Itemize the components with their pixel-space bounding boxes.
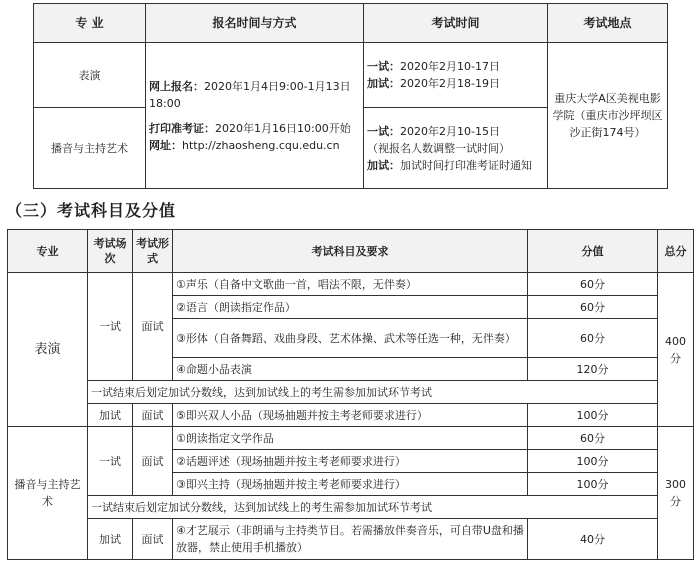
table-row — [8, 381, 694, 404]
score-cell: 60分 — [528, 273, 658, 296]
reg-online — [149, 78, 360, 112]
subject-cell: ④才艺展示（非朗诵与主持类节目。若需播放伴奏音乐，可自带U盘和播放器，禁止使用手机播放） — [173, 519, 528, 560]
reg-online-label: 网上报名： — [149, 79, 204, 93]
table-row — [8, 519, 694, 560]
col-header-round: 考试场次 — [88, 230, 133, 273]
major-cell: 播音与主持艺术 — [8, 427, 88, 560]
major-cell: 表演 — [8, 273, 88, 427]
time-value: 2020年2月18-19日 — [400, 77, 500, 90]
note-cell: 一试结束后划定加试分数线，达到加试线上的考生需参加加试环节考试 — [88, 381, 658, 404]
subject-cell: ④命题小品表演 — [173, 358, 528, 381]
col-header-score: 分值 — [528, 230, 658, 273]
reg-print-value: 2020年1月16日10:00开始 — [215, 121, 351, 135]
score-cell: 100分 — [528, 473, 658, 496]
table-row — [8, 404, 694, 427]
exam-subjects-table — [7, 229, 694, 560]
time-value: 2020年2月10-17日 — [400, 60, 500, 73]
col-header-subject: 考试科目及要求 — [173, 230, 528, 273]
registration-cell — [146, 43, 364, 189]
col-header-registration: 报名时间与方式 — [146, 4, 364, 43]
form-cell: 面试 — [133, 519, 173, 560]
subject-cell: ②语言（朗读指定作品） — [173, 296, 528, 319]
subject-cell: ①声乐（自备中文歌曲一首，唱法不限，无伴奏） — [173, 273, 528, 296]
time-note: （视报名人数调整一试时间） — [367, 141, 510, 155]
total-cell: 300分 — [658, 427, 694, 560]
form-cell: 面试 — [133, 427, 173, 496]
table-header-row — [8, 230, 694, 273]
col-header-exam-time: 考试时间 — [364, 4, 548, 43]
col-header-exam-location: 考试地点 — [548, 4, 668, 43]
subject-cell: ①朗读指定文学作品 — [173, 427, 528, 450]
table-header-row — [34, 4, 668, 43]
reg-print — [149, 120, 360, 137]
major-cell: 表演 — [34, 43, 146, 108]
round-cell: 加试 — [88, 519, 133, 560]
col-header-major: 专 业 — [34, 4, 146, 43]
col-header-total: 总分 — [658, 230, 694, 273]
time-line — [367, 58, 544, 75]
col-header-major: 专业 — [8, 230, 88, 273]
time-value: 2020年2月10-15日 — [400, 124, 500, 138]
table-row — [8, 496, 694, 519]
table-row — [8, 273, 694, 296]
time-line — [367, 75, 544, 92]
score-cell: 60分 — [528, 296, 658, 319]
score-cell: 60分 — [528, 427, 658, 450]
reg-url-label: 网址： — [149, 138, 182, 152]
score-cell: 100分 — [528, 450, 658, 473]
round-cell: 一试 — [88, 427, 133, 496]
table-row — [8, 427, 694, 450]
subject-cell: ②话题评述（现场抽题并按主考老师要求进行） — [173, 450, 528, 473]
reg-online-value: 2020年1月4日9:00-1月13日18:00 — [149, 79, 351, 110]
time-line — [367, 157, 544, 174]
subject-cell: ③形体（自备舞蹈、戏曲身段、艺术体操、武术等任选一种，无伴奏） — [173, 319, 528, 358]
score-cell: 40分 — [528, 519, 658, 560]
reg-print-label: 打印准考证： — [149, 121, 215, 135]
round-cell: 一试 — [88, 273, 133, 381]
time-label: 加试： — [367, 77, 400, 90]
score-cell: 100分 — [528, 404, 658, 427]
reg-url — [149, 137, 360, 154]
major-cell: 播音与主持艺术 — [34, 108, 146, 189]
registration-table — [33, 3, 668, 189]
time-label: 一试： — [367, 60, 400, 73]
round-cell: 加试 — [88, 404, 133, 427]
time-label: 加试： — [367, 158, 400, 172]
time-label: 一试： — [367, 124, 400, 138]
exam-time-cell — [364, 43, 548, 108]
table-row — [34, 43, 668, 108]
total-cell: 400分 — [658, 273, 694, 427]
note-cell: 一试结束后划定加试分数线，达到加试线上的考生需参加加试环节考试 — [88, 496, 658, 519]
form-cell: 面试 — [133, 404, 173, 427]
col-header-form: 考试形式 — [133, 230, 173, 273]
section-heading: （三）考试科目及分值 — [6, 201, 177, 220]
reg-url-link[interactable]: http://zhaosheng.cqu.edu.cn — [182, 138, 340, 152]
subject-cell: ③即兴主持（现场抽题并按主考老师要求进行） — [173, 473, 528, 496]
time-value: 加试时间打印准考证时通知 — [400, 158, 532, 172]
form-cell: 面试 — [133, 273, 173, 381]
score-cell: 60分 — [528, 319, 658, 358]
exam-time-cell — [364, 108, 548, 189]
score-cell: 120分 — [528, 358, 658, 381]
subject-cell: ⑤即兴双人小品（现场抽题并按主考老师要求进行） — [173, 404, 528, 427]
time-line — [367, 123, 544, 140]
location-cell: 重庆大学A区美视电影学院（重庆市沙坪坝区沙正街174号） — [548, 43, 668, 189]
